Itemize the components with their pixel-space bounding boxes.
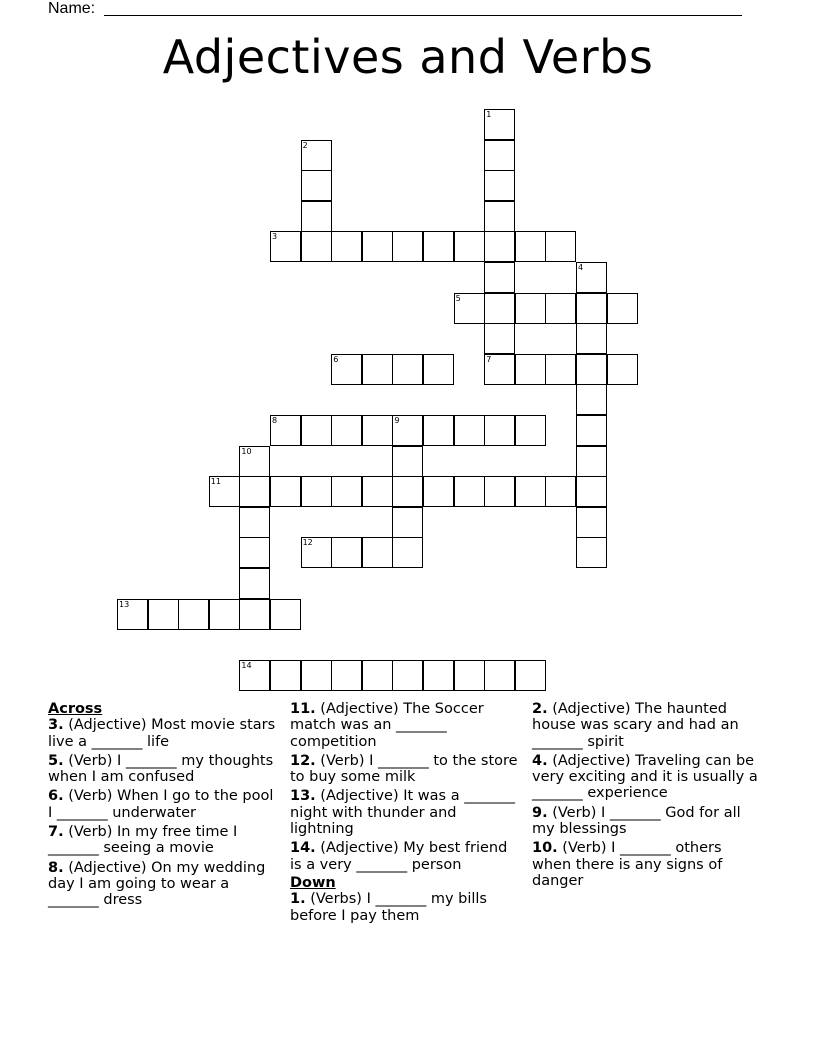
grid-cell[interactable] [515, 293, 546, 324]
clue-across-11: 11. (Adjective) The Soccer match was an _______ competition [290, 701, 484, 750]
grid-cell[interactable] [392, 660, 423, 691]
grid-cell[interactable] [484, 354, 515, 385]
grid-cell[interactable] [239, 568, 270, 599]
grid-cell[interactable] [270, 660, 301, 691]
grid-cell[interactable] [239, 507, 270, 538]
clue-number: 4 [578, 263, 584, 272]
grid-cell[interactable] [209, 476, 240, 507]
clues-column-2 [290, 701, 520, 927]
clue-across-14: 14. (Adjective) My best friend is a very _______ person [290, 840, 508, 873]
grid-cell[interactable] [484, 201, 515, 232]
grid-cell[interactable] [484, 660, 515, 691]
grid-cell[interactable] [331, 354, 362, 385]
grid-cell[interactable] [239, 476, 270, 507]
grid-cell[interactable] [576, 262, 607, 293]
grid-cell[interactable] [270, 599, 301, 630]
grid-cell[interactable] [576, 293, 607, 324]
clue-across-7: 7. (Verb) In my free time I _______ seeing a movie [48, 824, 238, 857]
clue-number: 14 [241, 660, 252, 670]
grid-cell[interactable] [178, 599, 209, 630]
grid-cell[interactable] [301, 201, 332, 232]
grid-cell[interactable] [301, 231, 332, 262]
grid-cell[interactable] [362, 660, 393, 691]
grid-cell[interactable] [545, 354, 576, 385]
grid-cell[interactable] [545, 293, 576, 324]
grid-cell[interactable] [239, 446, 270, 477]
clue-across-6: 6. (Verb) When I go to the pool I _______ underwater [48, 788, 274, 821]
clue-down-2: 2. (Adjective) The haunted house was scary and had an _______ spirit [532, 701, 739, 750]
clues-column-3 [532, 701, 764, 892]
clue-across-3: 3. (Adjective) Most movie stars live a _______ life [48, 717, 276, 750]
grid-cell[interactable] [392, 231, 423, 262]
clue-number: 8 [272, 416, 278, 425]
grid-cell[interactable] [576, 507, 607, 538]
grid-cell[interactable] [392, 537, 423, 568]
grid-cell[interactable] [331, 231, 362, 262]
grid-cell[interactable] [454, 415, 485, 446]
grid-cell[interactable] [392, 507, 423, 538]
grid-cell[interactable] [148, 599, 179, 630]
clue-down-4: 4. (Adjective) Traveling can be very exciting and it is usually a _______ experience [532, 752, 758, 802]
grid-cell[interactable] [484, 262, 515, 293]
clue-number: 13 [119, 599, 130, 609]
grid-cell[interactable] [331, 476, 362, 507]
grid-cell[interactable] [301, 476, 332, 507]
grid-cell[interactable] [545, 476, 576, 507]
grid-cell[interactable] [392, 354, 423, 385]
grid-cell[interactable] [454, 476, 485, 507]
grid-cell[interactable] [239, 599, 270, 630]
grid-cell[interactable] [576, 476, 607, 507]
grid-cell[interactable] [209, 599, 240, 630]
clue-number: 9 [394, 416, 400, 425]
grid-cell[interactable] [515, 476, 546, 507]
grid-cell[interactable] [301, 537, 332, 568]
grid-cell[interactable] [423, 660, 454, 691]
grid-cell[interactable] [362, 231, 393, 262]
grid-cell[interactable] [117, 599, 148, 630]
grid-cell[interactable] [515, 415, 546, 446]
grid-cell[interactable] [576, 354, 607, 385]
grid-cell[interactable] [484, 476, 515, 507]
grid-cell[interactable] [576, 446, 607, 477]
grid-cell[interactable] [484, 170, 515, 201]
clue-across-8: 8. (Adjective) On my wedding day I am going to wear a _______ dress [48, 859, 266, 909]
grid-cell[interactable] [454, 293, 485, 324]
grid-cell[interactable] [515, 231, 546, 262]
grid-cell[interactable] [239, 660, 270, 691]
grid-cell[interactable] [576, 384, 607, 415]
grid-cell[interactable] [576, 537, 607, 568]
grid-cell[interactable] [423, 231, 454, 262]
grid-cell[interactable] [484, 231, 515, 262]
grid-cell[interactable] [423, 476, 454, 507]
grid-cell[interactable] [484, 415, 515, 446]
grid-cell[interactable] [423, 354, 454, 385]
grid-cell[interactable] [545, 231, 576, 262]
grid-cell[interactable] [484, 140, 515, 171]
grid-cell[interactable] [454, 231, 485, 262]
grid-cell[interactable] [301, 415, 332, 446]
clue-across-5: 5. (Verb) I _______ my thoughts when I am confused [48, 752, 274, 786]
grid-cell[interactable] [484, 109, 515, 140]
clue-number: 1 [486, 110, 492, 119]
grid-cell[interactable] [239, 537, 270, 568]
grid-cell[interactable] [362, 415, 393, 446]
grid-cell[interactable] [515, 660, 546, 691]
name-label: Name: [48, 0, 96, 17]
grid-cell[interactable] [576, 323, 607, 354]
grid-cell[interactable] [484, 323, 515, 354]
clue-number: 7 [486, 354, 492, 364]
clue-number: 12 [302, 538, 313, 548]
grid-cell[interactable] [392, 446, 423, 477]
grid-cell[interactable] [270, 415, 301, 446]
grid-cell[interactable] [515, 354, 546, 385]
clue-down-1: 1. (Verbs) I _______ my bills before I pay them [290, 891, 487, 924]
grid-cell[interactable] [331, 537, 362, 568]
clue-number: 11 [210, 477, 221, 487]
grid-cell[interactable] [270, 231, 301, 262]
grid-cell[interactable] [607, 354, 638, 385]
clue-number: 5 [455, 293, 461, 303]
clue-across-13: 13. (Adjective) It was a _______ night with thunder and lightning [290, 788, 515, 838]
grid-cell[interactable] [484, 293, 515, 324]
grid-cell[interactable] [331, 660, 362, 691]
grid-cell[interactable] [362, 476, 393, 507]
clues-column-1 [48, 701, 276, 912]
grid-cell[interactable] [362, 354, 393, 385]
grid-cell[interactable] [362, 537, 393, 568]
grid-cell[interactable] [301, 170, 332, 201]
clue-number: 2 [302, 140, 308, 150]
grid-cell[interactable] [392, 415, 423, 446]
grid-cell[interactable] [392, 476, 423, 507]
grid-cell[interactable] [607, 293, 638, 324]
clue-down-10: 10. (Verb) I _______ others when there is any signs of danger [532, 840, 723, 889]
grid-cell[interactable] [270, 476, 301, 507]
grid-cell[interactable] [423, 415, 454, 446]
grid-cell[interactable] [301, 140, 332, 171]
clue-number: 3 [272, 232, 278, 242]
down-heading: Down [290, 874, 336, 891]
grid-cell[interactable] [301, 660, 332, 691]
puzzle-title: Adjectives and Verbs [162, 30, 654, 84]
clue-down-9: 9. (Verb) I _______ God for all my blessings [532, 804, 741, 838]
clue-across-12: 12. (Verb) I _______ to the store to buy some milk [290, 752, 518, 786]
grid-cell[interactable] [576, 415, 607, 446]
grid-cell[interactable] [331, 415, 362, 446]
across-heading: Across [48, 701, 103, 717]
clue-number: 6 [333, 354, 339, 364]
clue-number: 10 [241, 446, 252, 456]
grid-cell[interactable] [454, 660, 485, 691]
